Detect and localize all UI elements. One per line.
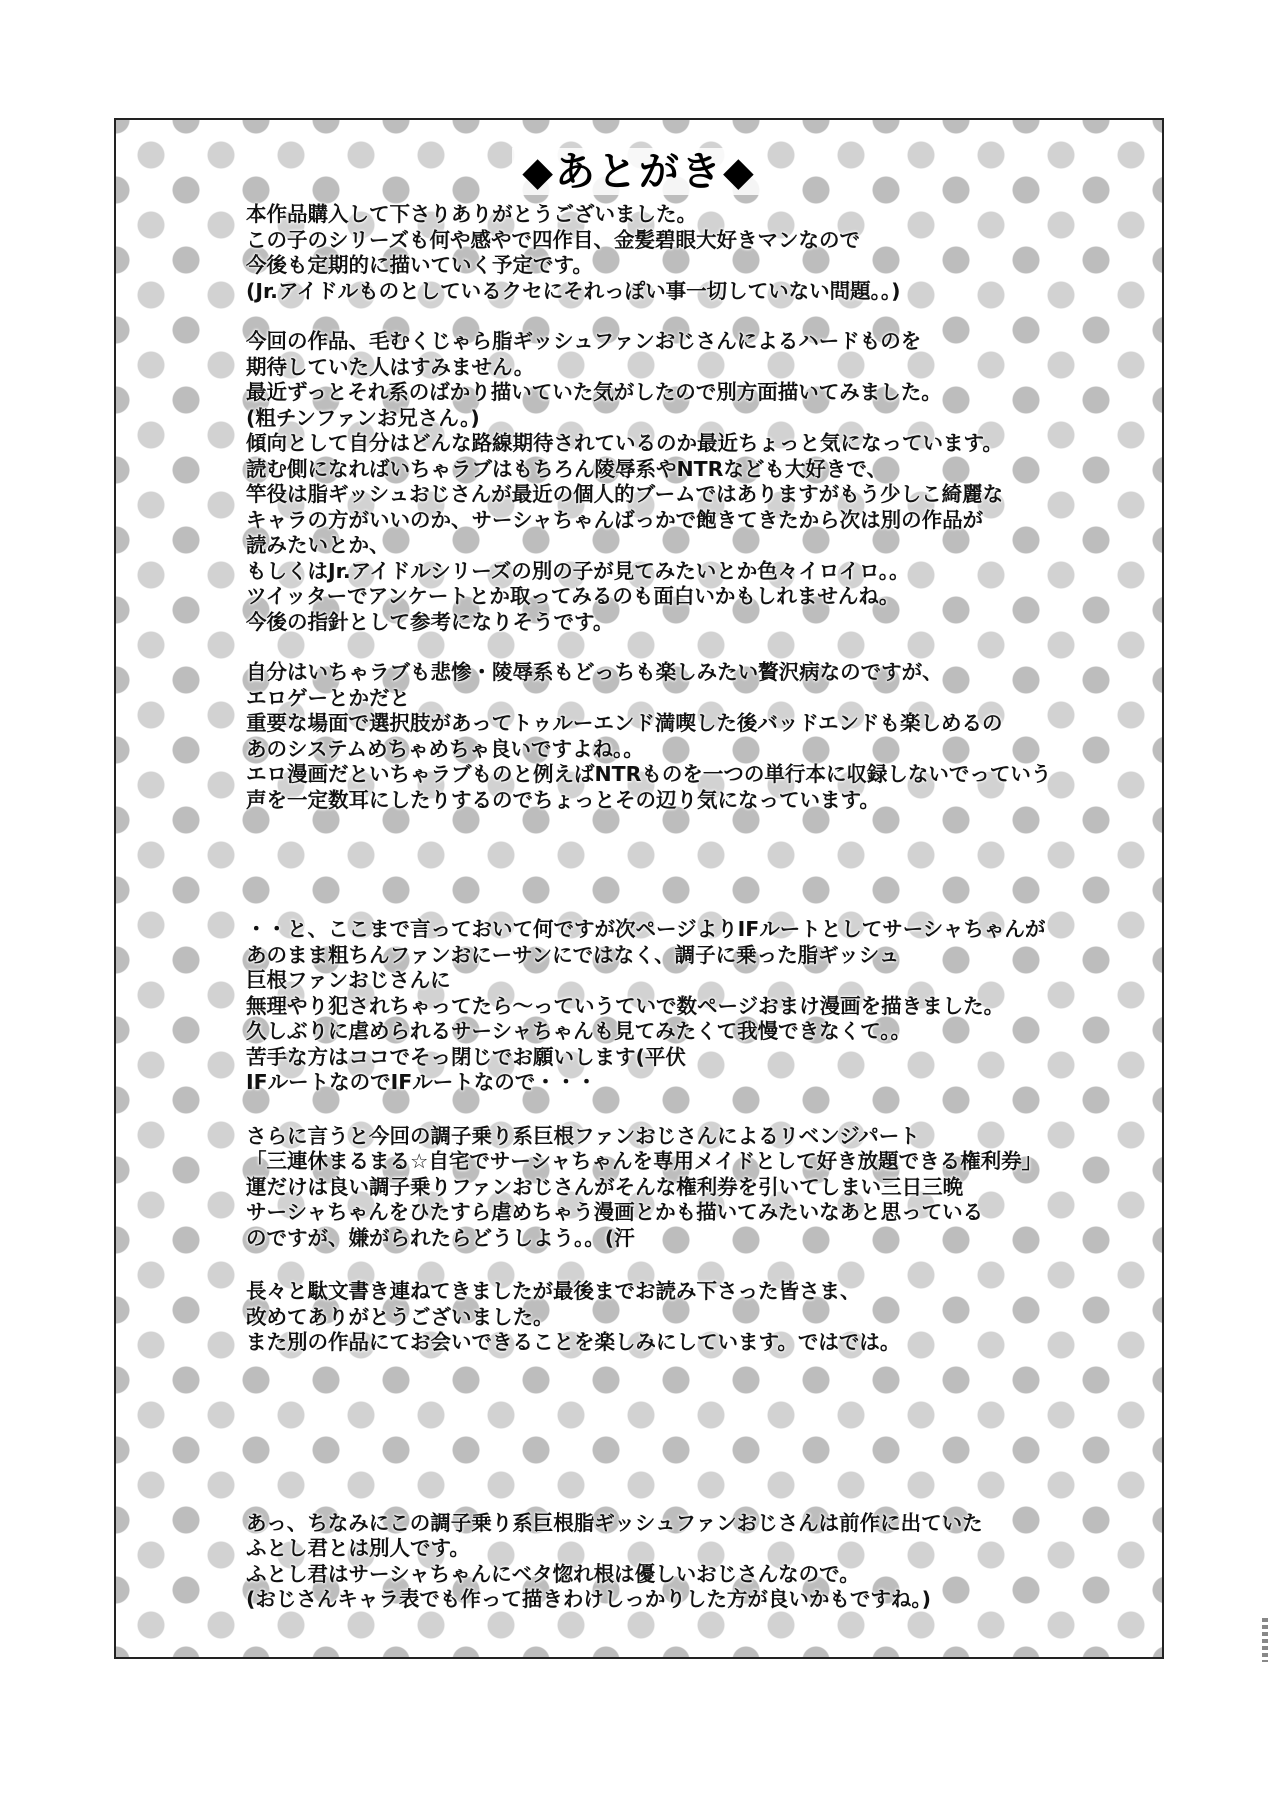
- text-line: 運だけは良い調子乗りファンおじさんがそんな権利券を引いてしまい三日三晩: [246, 1174, 964, 1199]
- text-line: 竿役は脂ギッシュおじさんが最近の個人的ブームではありますがもう少しこ綺麗な: [246, 482, 1004, 506]
- text-line: もしくはJr.アイドルシリーズの別の子が見てみたいとか色々イロイロ。。: [246, 558, 910, 583]
- text-line: (Jr.アイドルものとしているクセにそれっぽい事一切していない問題。。): [246, 278, 901, 303]
- afterword-panel: [114, 118, 1164, 1659]
- afterword-text: [246, 202, 1146, 1613]
- text-line: 傾向として自分はどんな路線期待されているのか最近ちょっと気になっています。: [246, 431, 1003, 455]
- text-line: エロ漫画だといちゃラブものと例えばNTRものを一つの単行本に収録しないでっていう: [246, 762, 1052, 786]
- text-line: 改めてありがとうございました。: [246, 1304, 554, 1329]
- text-line: 読みたいとか、: [246, 533, 390, 557]
- text-line: 「三連休まるまる☆自宅でサーシャちゃんを専用メイドとして好き放題できる権利券」: [246, 1149, 1043, 1173]
- text-line: IFルートなのでIFルートなので・・・: [246, 1070, 597, 1094]
- text-line: 巨根ファンおじさんに: [246, 968, 451, 992]
- text-line: ツイッターでアンケートとか取ってみるのも面白いかもしれませんね。: [246, 584, 900, 608]
- text-line: 重要な場面で選択肢があってトゥルーエンド満喫した後バッドエンドも楽しめるの: [246, 711, 1003, 735]
- text-line: 期待していた人はすみません。: [246, 354, 535, 379]
- text-line: 読む側になればいちゃラブはもちろん陵辱系やNTRなども大好きで、: [246, 456, 888, 481]
- paragraph-postscript: [246, 1511, 1146, 1613]
- paragraph-revenge-part: [246, 1124, 1146, 1252]
- text-line: エロゲーとかだと: [246, 685, 410, 710]
- text-line: のですが、嫌がられたらどうしよう。。(汗: [246, 1225, 635, 1250]
- text-line: さらに言うと今回の調子乗り系巨根ファンおじさんによるリベンジパート: [246, 1123, 920, 1148]
- paragraph-if-route: [246, 917, 1146, 1096]
- text-line: 最近ずっとそれ系のばかり描いていた気がしたので別方面描いてみました。: [246, 380, 942, 404]
- text-line: また別の作品にてお会いできることを楽しみにしています。ではでは。: [246, 1330, 901, 1354]
- text-line: (粗チンファンお兄さん。): [246, 405, 480, 430]
- text-line: 久しぶりに虐められるサーシャちゃんも見てみたくて我慢できなくて。。: [246, 1019, 912, 1043]
- page-title: ◆あとがき◆: [116, 140, 1162, 197]
- text-line: 長々と駄文書き連ねてきましたが最後までお読み下さった皆さま、: [246, 1279, 861, 1303]
- text-line: 声を一定数耳にしたりするのでちょっとその辺り気になっています。: [246, 787, 880, 812]
- paragraph-preferences: [246, 660, 1146, 813]
- paragraph-this-work: [246, 329, 1146, 635]
- text-line: (おじさんキャラ表でも作って描きわけしっかりした方が良いかもですね。): [246, 1587, 931, 1611]
- text-line: サーシャちゃんをひたすら虐めちゃう漫画とかも描いてみたいなあと思っている: [246, 1200, 984, 1224]
- text-line: あのシステムめちゃめちゃ良いですよね。。: [246, 736, 644, 761]
- text-line: 本作品購入して下さりありがとうございました。: [246, 202, 697, 226]
- scan-edge-mark: [1262, 1618, 1268, 1662]
- paragraph-thanks: [246, 202, 1146, 304]
- text-line: あっ、ちなみにこの調子乗り系巨根脂ギッシュファンおじさんは前作に出ていた: [246, 1510, 983, 1535]
- text-line: あのまま粗ちんファンおにーサンにではなく、調子に乗った脂ギッシュ: [246, 942, 900, 967]
- paragraph-closing: [246, 1279, 1146, 1356]
- text-line: 今後の指針として参考になりそうです。: [246, 609, 614, 634]
- text-line: ・・と、ここまで言っておいて何ですが次ページよりIFルートとしてサーシャちゃんが: [246, 917, 1046, 941]
- text-line: ふとし君はサーシャちゃんにベタ惚れ根は優しいおじさんなので。: [246, 1561, 860, 1586]
- text-line: 今後も定期的に描いていく予定です。: [246, 253, 593, 277]
- text-line: ふとし君とは別人です。: [246, 1536, 470, 1560]
- text-line: 苦手な方はココでそっ閉じでお願いします(平伏: [246, 1044, 686, 1069]
- text-line: 無理やり犯されちゃってたら～っていうていで数ページおまけ漫画を描きました。: [246, 993, 1005, 1018]
- text-line: キャラの方がいいのか、サーシャちゃんばっかで飽きてきたから次は別の作品が: [246, 507, 984, 532]
- text-line: この子のシリーズも何や感やで四作目、金髪碧眼大好きマンなので: [246, 227, 860, 252]
- text-line: 今回の作品、毛むくじゃら脂ギッシュファンおじさんによるハードものを: [246, 329, 922, 353]
- text-line: 自分はいちゃラブも悲惨・陵辱系もどっちも楽しみたい贅沢病なのですが、: [246, 660, 943, 684]
